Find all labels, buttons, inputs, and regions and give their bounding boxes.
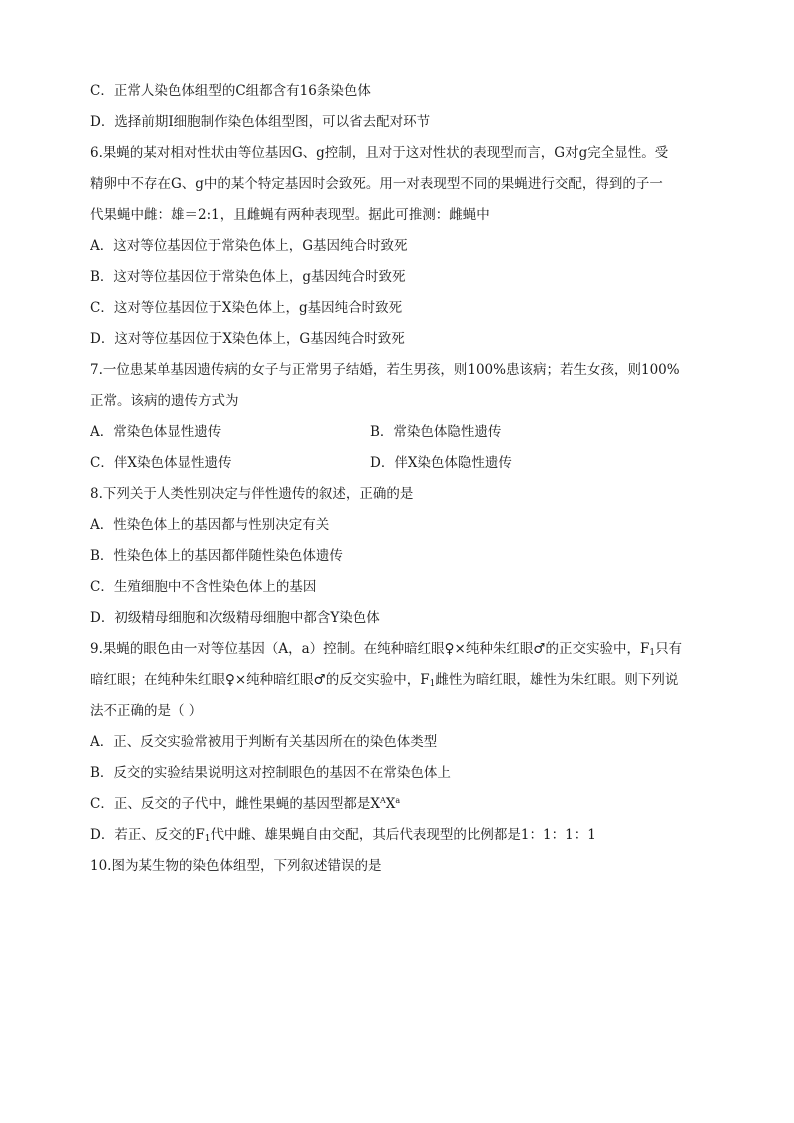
q9-option-c-text: C．正、反交的子代中，雌性果蝇的基因型都是X	[90, 796, 380, 812]
q8-stem: 8.下列关于人类性别决定与伴性遗传的叙述，正确的是	[90, 486, 414, 502]
q9-stem-line-2-a: 暗红眼；在纯种朱红眼♀×纯种暗红眼♂的反交实验中，F	[90, 672, 430, 688]
q9-option-d-text-a: D．若正、反交的F	[90, 827, 205, 843]
q6-option-a: A．这对等位基因位于常染色体上，G基因纯合时致死	[90, 238, 408, 254]
q7-options-row-1	[90, 417, 712, 448]
q6-option-c: C．这对等位基因位于X染色体上，g基因纯合时致死	[90, 300, 403, 316]
q9-stem-line-2-b: 雌性为暗红眼，雄性为朱红眼。则下列说	[435, 672, 679, 688]
q8-option-a: A．性染色体上的基因都与性别决定有关	[90, 517, 330, 533]
q7-option-b: B．常染色体隐性遗传	[370, 424, 502, 440]
q7-option-a: A．常染色体显性遗传	[90, 424, 222, 440]
q9-option-c-sup-a: A	[379, 796, 386, 805]
question-content	[90, 76, 712, 882]
q9-subscript-1: 1	[429, 679, 436, 689]
q9-option-c-x: X	[385, 796, 396, 812]
q9-stem-line-1	[90, 634, 712, 665]
q9-option-c	[90, 789, 712, 820]
q7-stem-line-1: 7.一位患某单基因遗传病的女子与正常男子结婚，若生男孩，则100%患该病；若生女孩，则100%	[90, 362, 680, 378]
q8-option-b: B．性染色体上的基因都伴随性染色体遗传	[90, 548, 343, 564]
q6-stem-line-1: 6.果蝇的某对相对性状由等位基因G、g控制，且对于这对性状的表现型而言，G对g完全显性。受	[90, 145, 669, 161]
q10-stem: 10.图为某生物的染色体组型，下列叙述错误的是	[90, 858, 382, 874]
q5-option-d: D．选择前期Ⅰ细胞制作染色体组型图，可以省去配对环节	[90, 114, 431, 130]
q8-option-d: D．初级精母细胞和次级精母细胞中都含Y染色体	[90, 610, 380, 626]
q9-subscript-1: 1	[204, 834, 211, 844]
q7-option-c: C．伴X染色体显性遗传	[90, 455, 232, 471]
q9-stem-line-3: 法不正确的是（ ）	[90, 703, 203, 719]
q9-option-d	[90, 820, 712, 851]
q9-option-b: B．反交的实验结果说明这对控制眼色的基因不在常染色体上	[90, 765, 451, 781]
q5-option-c: C．正常人染色体组型的C组都含有16条染色体	[90, 83, 371, 99]
q9-stem-line-2	[90, 665, 712, 696]
q7-option-d: D．伴X染色体隐性遗传	[370, 455, 512, 471]
q8-option-c: C．生殖细胞中不含性染色体上的基因	[90, 579, 317, 595]
q6-option-d: D．这对等位基因位于X染色体上，G基因纯合时致死	[90, 331, 405, 347]
q9-option-a: A．正、反交实验常被用于判断有关基因所在的染色体类型	[90, 734, 438, 750]
q9-subscript-1: 1	[649, 648, 656, 658]
q9-option-d-text-b: 代中雌、雄果蝇自由交配，其后代表现型的比例都是1：1：1：1	[210, 827, 596, 843]
q9-option-c-sup-lower-a: a	[395, 796, 401, 805]
q6-stem-line-2: 精卵中不存在G、g中的某个特定基因时会致死。用一对表现型不同的果蝇进行交配，得到的子一	[90, 176, 663, 192]
q6-stem-line-3: 代果蝇中雌：雄＝2:1，且雌蝇有两种表现型。据此可推测：雌蝇中	[90, 207, 490, 223]
q9-stem-line-1-b: 只有	[655, 641, 683, 657]
q7-stem-line-2: 正常。该病的遗传方式为	[90, 393, 239, 409]
q7-options-row-2	[90, 448, 712, 479]
q6-option-b: B．这对等位基因位于常染色体上，g基因纯合时致死	[90, 269, 406, 285]
q9-stem-line-1-a: 9.果蝇的眼色由一对等位基因（A，a）控制。在纯种暗红眼♀×纯种朱红眼♂的正交实验中，F	[90, 641, 650, 657]
